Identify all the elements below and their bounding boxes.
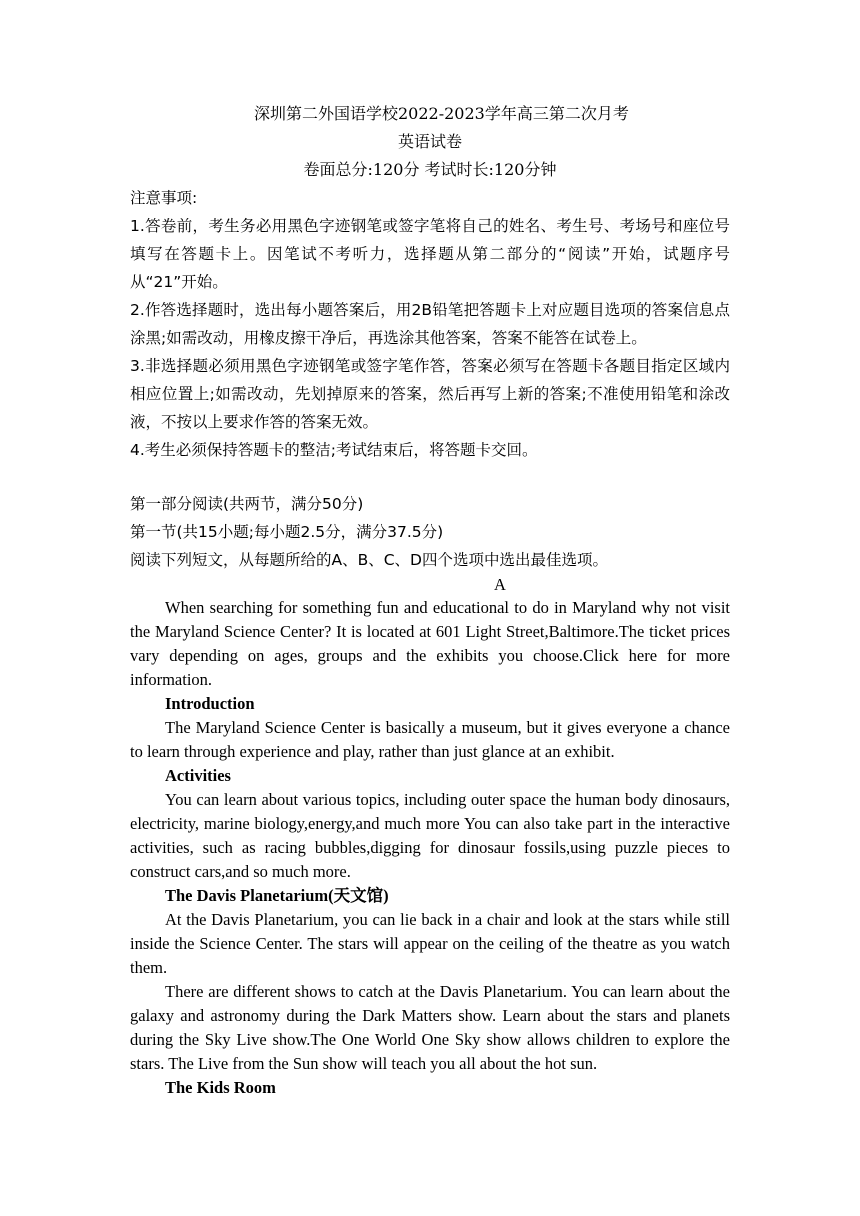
section-heading: 第一节(共15小题;每小题2.5分，满分37.5分) bbox=[130, 523, 444, 541]
paragraph-planetarium-2: There are different shows to catch at the Davis Planetarium. You can learn about the galaxy and astronomy during the Dark Matters show. Learn about the stars and planets during the Sky Live show.The One World One Sky show allows children to explore the stars. The Live from the Sun show will teach you all about the hot sun. bbox=[130, 982, 730, 1073]
notice-item: 1.答卷前，考生务必用黑色字迹钢笔或签字笔将自己的姓名、考生号、考场号和座位号填写在答题卡上。因笔试不考听力，选择题从第二部分的“阅读”开始，试题序号从“21”开始。 bbox=[130, 217, 730, 291]
notice-item: 2.作答选择题时，选出每小题答案后，用2B铅笔把答题卡上对应题目选项的答案信息点涂黑;如需改动，用橡皮擦干净后，再选涂其他答案，答案不能答在试卷上。 bbox=[130, 301, 730, 347]
exam-page bbox=[130, 100, 730, 1100]
spacer bbox=[130, 464, 730, 490]
passage-label: A bbox=[494, 575, 506, 594]
passage-intro: When searching for something fun and educational to do in Maryland why not visit the Maryland Science Center? It is located at 601 Light Street,Baltimore.The ticket prices vary depending on ages, groups and the exhibits you choose.Click here for more information. bbox=[130, 598, 730, 689]
heading-kids-room: The Kids Room bbox=[165, 1078, 276, 1097]
exam-subject: 英语试卷 bbox=[397, 132, 462, 151]
exam-title: 深圳第二外国语学校2022-2023学年高三第二次月考 bbox=[254, 104, 629, 123]
heading-activities: Activities bbox=[165, 766, 231, 785]
part-heading: 第一部分阅读(共两节，满分50分) bbox=[130, 495, 364, 513]
notice-heading: 注意事项: bbox=[130, 189, 198, 207]
notice-item: 3.非选择题必须用黑色字迹钢笔或签字笔作答，答案必须写在答题卡各题目指定区域内相应位置上;如需改动，先划掉原来的答案，然后再写上新的答案;不准使用铅笔和涂改液，不按以上要求作答的答案无效。 bbox=[130, 357, 730, 431]
exam-score-time: 卷面总分:120分 考试时长:120分钟 bbox=[303, 160, 557, 179]
paragraph-introduction: The Maryland Science Center is basically a museum, but it gives everyone a chance to learn through experience and play, rather than just glance at an exhibit. bbox=[130, 718, 730, 761]
notice-item: 4.考生必须保持答题卡的整洁;考试结束后，将答题卡交回。 bbox=[130, 441, 538, 459]
paragraph-planetarium-1: At the Davis Planetarium, you can lie back in a chair and look at the stars while still inside the Science Center. The stars will appear on the ceiling of the theatre as you watch them. bbox=[130, 910, 730, 977]
paragraph-activities: You can learn about various topics, including outer space the human body dinosaurs, electricity, marine biology,energy,and much more You can also take part in the interactive activities, such as racing bubbles,digging for dinosaur fossils,using puzzle pieces to construct cars,and so much more. bbox=[130, 790, 730, 881]
instruction: 阅读下列短文，从每题所给的A、B、C、D四个选项中选出最佳选项。 bbox=[130, 551, 608, 569]
heading-introduction: Introduction bbox=[165, 694, 255, 713]
heading-planetarium: The Davis Planetarium(天文馆) bbox=[165, 886, 389, 905]
